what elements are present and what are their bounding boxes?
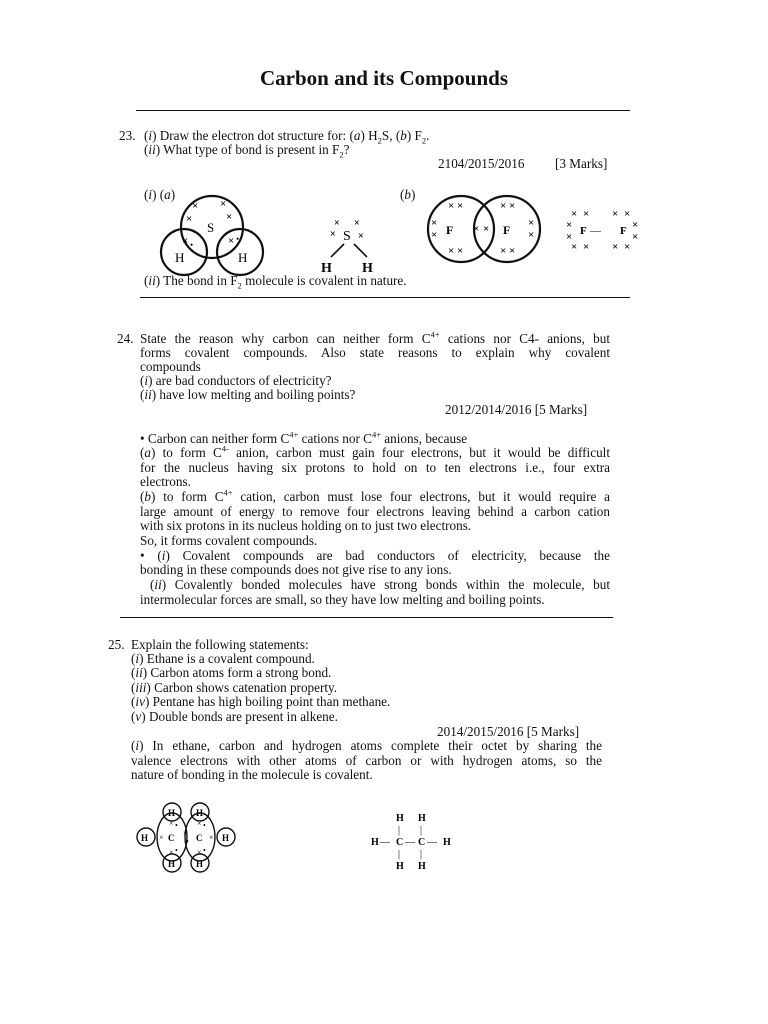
electron-cross: × [186,213,193,225]
fluorine-symbol: F [446,223,454,237]
q23-marks: [3 Marks] [555,156,608,171]
q24-number: 24. [117,331,134,346]
q24-sub-ii: (ii) have low melting and boiling points? [140,387,356,402]
h2s-venn-diagram [150,192,275,278]
f2-lewis-structure [566,204,642,254]
electron-cross: × [182,235,189,247]
title-divider [136,110,630,111]
q24-sub-i: (i) are bad conductors of electricity? [140,373,332,388]
electron-cross: × [197,819,202,828]
q25-item: (i) Ethane is a covalent compound. [131,651,315,666]
electron-cross: × [192,200,199,212]
hydrogen-symbol: H [321,261,332,276]
q24-line2: forms covalent compounds. Also state reasons to explain why covalent [140,345,610,360]
electron-cross: × [354,218,360,229]
bond-vertical: | [420,849,423,860]
electron-cross: × [169,848,174,857]
q24-answer-line: large amount of energy to remove four electrons leaving behind a carbon cation [140,504,610,519]
bond-horizontal: — [427,837,437,848]
hydrogen-symbol: H [222,833,230,843]
electron-cross: × [457,200,464,212]
hydrogen-symbol: H [418,813,426,824]
electron-cross: × [624,241,631,253]
electron-cross: × [448,245,455,257]
electron-cross: × [632,231,639,243]
electron-cross: × [612,241,619,253]
q25-item: (v) Double bonds are present in alkene. [131,709,338,724]
q24-answer-line: (b) to form $C^{4+}$ cation, carbon must lose four electrons, but it would require a [140,487,610,504]
electron-cross: × [571,241,578,253]
electron-cross: × [358,231,364,242]
electron-cross: × [500,245,507,257]
electron-cross: × [448,200,455,212]
fluorine-symbol: F [503,223,511,237]
hydrogen-symbol: H [396,861,404,872]
q25-item: (ii) Carbon atoms form a strong bond. [131,665,332,680]
q25-answer-line: valence electrons with other atoms of carbon or with hydrogen atoms, so the [131,753,602,768]
q23-number: 23. [119,128,136,143]
hydrogen-symbol: H [141,833,149,843]
q24-answer-line: bonding in these compounds does not give rise to any ions. [140,562,452,577]
q24-answer-line: intermolecular forces are small, so they have low melting and boiling points. [140,592,545,607]
hydrogen-symbol: H [238,250,248,265]
electron-dot: • [203,846,206,855]
electron-cross: × [483,223,490,235]
electron-dot: • [175,846,178,855]
bond-horizontal: — [380,837,390,848]
q24-answer-line: electrons. [140,474,191,489]
electron-cross: × [228,235,235,247]
q25-answer-line: nature of bonding in the molecule is covalent. [131,767,373,782]
electron-cross: × [566,219,573,231]
electron-cross: × [209,833,214,842]
q24-answer-line: (ii) Covalently bonded molecules have strong bonds within the molecule, but [150,577,610,592]
q24-divider [120,617,613,618]
electron-dot: • [203,821,206,830]
electron-cross: × [457,245,464,257]
q24-line3: compounds [140,359,201,374]
q23-line1: (i) Draw the electron dot structure for: (a) $H_2S$, (b) $F_2$. [144,128,430,146]
electron-cross: × [612,208,619,220]
electron-cross: × [334,218,340,229]
q25-item: (iii) Carbon shows catenation property. [131,680,338,695]
q25-answer-line: (i) In ethane, carbon and hydrogen atoms complete their octet by sharing the [131,738,602,753]
f2-venn-diagram [424,192,546,266]
q23-answer: (ii) The bond in $F_2$ molecule is covalent in nature. [144,273,407,291]
fluorine-symbol: F [620,225,627,237]
bond-vertical: | [398,849,401,860]
electron-cross: × [566,231,573,243]
q25-intro: Explain the following statements: [131,637,309,652]
ethane-structural-formula [368,808,460,872]
hydrogen-symbol: H [396,813,404,824]
electron-cross: × [220,198,227,210]
q23-years: 2104/2015/2016 [438,156,525,171]
q24-answer-line: • Carbon can neither form $C^{4+}$ cations nor $C^{4+}$ anions, because [140,429,468,446]
q24-answer-line: for the nucleus having six protons to hold on to ten electrons i.e., four extra [140,460,610,475]
electron-cross: × [431,217,438,229]
electron-cross: × [183,829,188,838]
hydrogen-symbol: H [175,250,185,265]
electron-cross: × [473,223,480,235]
carbon-symbol: C [196,833,203,843]
hydrogen-symbol: H [418,861,426,872]
q24-answer-line: with six protons in its nucleus holding on to just two electrons. [140,518,472,533]
q23-line2: (ii) What type of bond is present in $F_2$? [144,142,350,160]
electron-cross: × [500,200,507,212]
ethane-electron-dot-diagram [135,802,239,874]
q24-meta: 2012/2014/2016 [5 Marks] [445,402,588,417]
electron-cross: × [528,217,535,229]
sulfur-symbol: S [343,229,351,244]
fluorine-symbol: F [580,225,587,237]
electron-cross: × [159,833,164,842]
q24-answer-line: So, it forms covalent compounds. [140,533,318,548]
electron-cross: × [226,211,233,223]
q25-number: 25. [108,637,125,652]
electron-dot: • [190,240,194,250]
electron-cross: × [509,245,516,257]
electron-dot: • [175,821,178,830]
bond-vertical: | [398,825,401,836]
bond-vertical: | [420,825,423,836]
q25-meta: 2014/2015/2016 [5 Marks] [437,724,580,739]
q24-answer-line: (a) to form $C^{4-}$ anion, carbon must gain four electrons, but it would be difficult [140,443,610,460]
bond-horizontal: — [405,837,415,848]
electron-dot: • [236,234,240,244]
hydrogen-symbol: H [196,859,204,869]
electron-cross: × [431,229,438,241]
hydrogen-symbol: H [168,808,176,818]
electron-cross: × [169,819,174,828]
carbon-symbol: C [168,833,175,843]
bond-line [331,244,344,257]
electron-cross: × [330,229,336,240]
h2s-lewis-structure [318,212,380,276]
bond-line [354,244,367,257]
electron-cross: × [528,229,535,241]
electron-cross: × [509,200,516,212]
hydrogen-symbol: H [443,837,451,848]
q24-answer-line: • (i) Covalent compounds are bad conductors of electricity, because the [140,548,610,563]
q23-label-ia: (i) (a) [144,187,176,202]
hydrogen-symbol: H [196,808,204,818]
electron-cross: × [583,208,590,220]
electron-dot: • [186,837,189,846]
q24-line1: State the reason why carbon can neither form $C^{4+}$ cations nor C4- anions, but [140,329,610,346]
hydrogen-symbol: H [362,261,373,276]
carbon-symbol: C [418,837,426,848]
hydrogen-symbol: H [371,837,379,848]
electron-cross: × [632,219,639,231]
q25-item: (iv) Pentane has high boiling point than methane. [131,694,391,709]
sulfur-symbol: S [207,220,215,235]
carbon-symbol: C [396,837,404,848]
electron-cross: × [624,208,631,220]
bond-dash: — [590,225,601,237]
page-title: Carbon and its Compounds [259,66,508,90]
electron-cross: × [197,848,202,857]
electron-cross: × [583,241,590,253]
q23-label-b: (b) [400,187,416,202]
electron-cross: × [571,208,578,220]
q23-divider [140,297,630,298]
hydrogen-symbol: H [168,859,176,869]
